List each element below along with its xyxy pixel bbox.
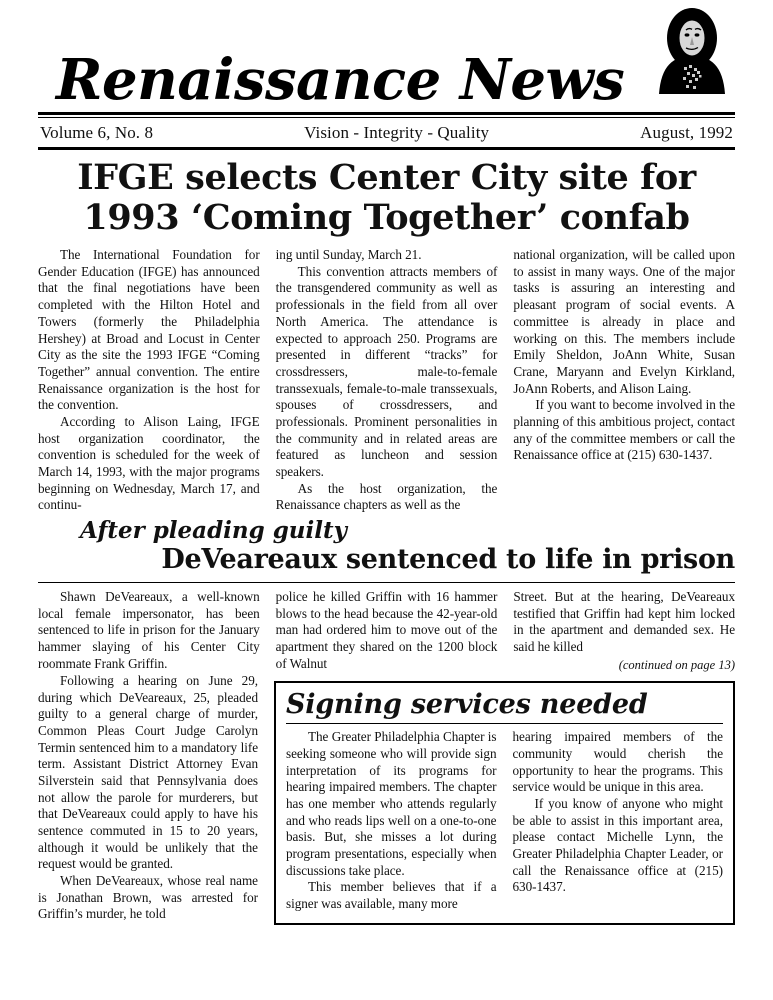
second-story-rule (38, 582, 735, 583)
lower-layout (38, 673, 735, 925)
boxed-story-column-2 (513, 729, 724, 913)
boxed-story-columns (286, 729, 723, 913)
paragraph: When DeVeareaux, whose real name is Jonathan Brown, was arrested for Griffin’s murder, he told (38, 873, 258, 922)
paragraph: If you want to become involved in the planning of this ambitious project, contact any of the committee members or call the Renaissance office at (215) 630-1437. (513, 397, 736, 463)
paragraph: ing until Sunday, March 21. (275, 247, 422, 263)
paragraph: According to Alison Laing, IFGE host organization coordinator, the convention is scheduled for the week of March 14, 1993, with the major programs beginning on Wednesday, March 17, and continu- (38, 413, 260, 513)
paragraph: Street. But at the hearing, DeVeareaux testified that Griffin had kept him locked in the apartment and demanded sex. He said he killed (513, 589, 736, 655)
second-story-column-3 (513, 589, 735, 673)
boxed-story-holder (274, 673, 735, 925)
continued-note: (continued on page 13) (618, 657, 736, 672)
lead-story-column-2 (276, 247, 498, 514)
paragraph: Following a hearing on June 29, during which DeVeareaux, 25, pleaded guilty to a general charge of murder, Common Pleas Court Judge Carolyn Termin sentenced him to a mandatory life term. Assistant District Attorney Evan Silverstein said that Pennsylvania does not allow the parole for murderers, but that DeVeareaux could apply to have his sentence commuted in 15 to 20 years, although it would be unlikely that the request would be granted. (38, 672, 258, 872)
issue-date: August, 1992 (640, 123, 733, 142)
second-story-kicker: After pleading guilty (80, 517, 347, 545)
paragraph: This member believes that if a signer was available, many more (286, 879, 497, 912)
second-story-column-1-continued (38, 673, 258, 923)
second-story-headline: DeVeareaux sentenced to life in prison (161, 544, 735, 576)
boxed-story-column-1 (286, 729, 497, 913)
second-story-column-1-top (38, 589, 260, 673)
paragraph: If you know of anyone who might be able to assist in this important area, please contact Michelle Lynn, the Greater Philadelphia Chapter Leader, or call the Renaissance office at (215) 630-1437. (512, 795, 723, 895)
lead-story (38, 158, 735, 514)
boxed-story-rule (286, 723, 723, 724)
second-story-top-columns (38, 589, 735, 673)
paragraph: national organization, will be called upon to assist in many ways. One of the major tasks is assuring an interesting and pleasant program of social events. A committee is already in place and working on this. The members include Emily Sheldon, JoAnn White, Susan Crane, Maryann and Evelyn Kirkland, JoAnn Roberts, and Alison Laing. (513, 247, 736, 396)
second-story-column-2 (276, 589, 498, 673)
lead-story-headline: IFGE selects Center City site for 1993 ‘Coming Together’ confab (77, 157, 696, 238)
volume-number: Volume 6, No. 8 (40, 123, 154, 142)
paragraph: As the host organization, the Renaissance chapters as well as the (275, 480, 498, 513)
tagline: Vision - Integrity - Quality (304, 123, 490, 142)
lead-story-columns (38, 247, 735, 514)
lead-story-column-1 (38, 247, 260, 514)
paragraph: The Greater Philadelphia Chapter is seeking someone who will provide sign interpretation of its programs for hearing impaired members. The chapter has one member who attends regularly and who reads lips well on a one-to-one basis. But, she misses a lot during program presentations, especially when discussions take place. (286, 729, 497, 878)
paragraph: hearing impaired members of the community would cherish the opportunity to hear the programs. This service would be unique in this area. (512, 729, 723, 795)
boxed-story (274, 681, 735, 925)
folio-line (38, 118, 735, 147)
folio-rule (38, 147, 735, 150)
lead-story-column-3 (513, 247, 735, 514)
paragraph: The International Foundation for Gender Education (IFGE) has announced that the final negotiations have been completed with the Hilton Hotel and Towers (formerly the Philadelphia Hershey) at Broad and Locust in Center City as the site the 1993 IFGE “Coming Together” annual convention. The entire Renaissance organization is the host for the convention. (38, 247, 260, 413)
paragraph: police he killed Griffin with 16 hammer blows to the head because the 42-year-old man had ordered him to move out of the apartment they shared on the 1200 block of Walnut (275, 589, 498, 671)
paragraph: This convention attracts members of the transgendered community as well as professionals in the field from all over North America. The attendance is expected to approach 250. Programs are presented in different “tracks” for crossdressers, male-to-female transsexuals, female-to-male transsexuals, spouses of crossdressers, and professionals. Prominent personalities in the community and in related areas are featured as luncheon and session speakers. (275, 263, 498, 480)
paragraph: Shawn DeVeareaux, a well-known local female impersonator, has been sentenced to life in prison for the January hammer slaying of his Center City roommate Frank Griffin. (38, 589, 260, 671)
publication-title: Renaissance News (56, 47, 625, 113)
mona-lisa-portrait-icon (653, 8, 731, 94)
second-story (38, 518, 735, 925)
masthead (38, 0, 735, 113)
boxed-story-headline: Signing services needed (286, 688, 648, 720)
